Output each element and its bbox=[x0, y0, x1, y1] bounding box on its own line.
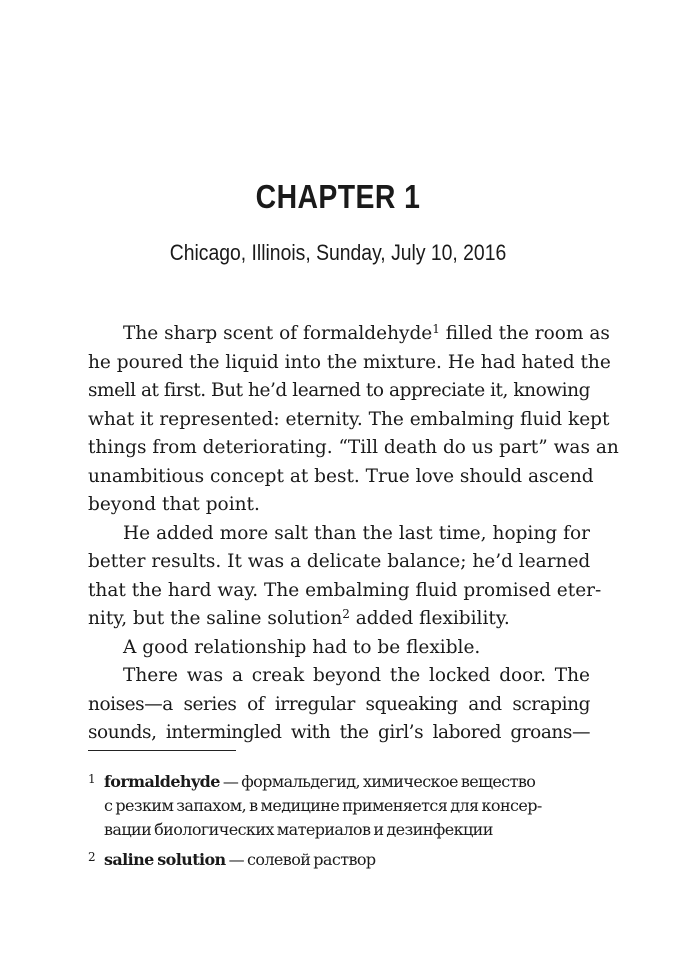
text-line bbox=[88, 605, 590, 634]
text-line: things from deteriorating. “Till death do us part” was an bbox=[88, 437, 619, 458]
footnote-text: — солевой раствор bbox=[225, 850, 376, 869]
text-line: he poured the liquid into the mixture. He had hated the bbox=[88, 351, 611, 373]
text-line bbox=[88, 320, 610, 349]
text-line: unambitious concept at best. True love should ascend bbox=[88, 465, 594, 487]
text-line: better results. It was a delicate balance; he’d learned bbox=[88, 551, 591, 572]
text-line: A good relationship had to be flexible. bbox=[123, 636, 481, 658]
footnote-1 bbox=[88, 770, 598, 842]
footnote-ref-2: 2 bbox=[342, 607, 350, 621]
chapter-body bbox=[88, 320, 619, 748]
footnote-number: 1 bbox=[88, 772, 96, 786]
chapter-title: CHAPTER 1 bbox=[255, 178, 421, 215]
footnote-line: с резким запахом, в медицине применяется для консер- bbox=[104, 796, 542, 815]
footnote-divider bbox=[88, 750, 236, 751]
footnote-text: — формальдегид, химическое вещество bbox=[219, 772, 536, 791]
text-line: sounds, intermingled with the girl’s labored groans— bbox=[88, 722, 590, 743]
text-line: There was a creak beyond the locked door. The bbox=[123, 665, 590, 686]
text-line: what it represented: eternity. The embalming fluid kept bbox=[88, 408, 610, 430]
footnote-line: вации биологических материалов и дезинфекции bbox=[104, 820, 493, 839]
text-line: noises—a series of irregular squeaking and scraping bbox=[88, 693, 590, 715]
footnotes bbox=[88, 770, 598, 872]
footnote-ref-1: 1 bbox=[432, 322, 440, 336]
footnote-2 bbox=[88, 848, 598, 872]
text-line: He added more salt than the last time, hoping for bbox=[123, 522, 590, 544]
text-line: smell at first. But he’d learned to appreciate it, knowing bbox=[88, 380, 590, 401]
text-line: beyond that point. bbox=[88, 494, 260, 515]
footnote-line bbox=[104, 770, 598, 794]
footnote-term: formaldehyde bbox=[104, 772, 220, 791]
chapter-subtitle: Chicago, Illinois, Sunday, July 10, 2016 bbox=[169, 240, 507, 265]
footnote-number: 2 bbox=[88, 850, 96, 864]
text-line: that the hard way. The embalming fluid promised eter- bbox=[88, 579, 602, 601]
text-segment: added flexibility. bbox=[349, 608, 510, 629]
footnote-line bbox=[104, 848, 598, 872]
text-segment: The sharp scent of formaldehyde bbox=[123, 323, 433, 344]
text-segment: nity, but the saline solution bbox=[88, 608, 343, 629]
text-segment: filled the room as bbox=[439, 323, 610, 344]
footnote-term: saline solution bbox=[104, 850, 226, 869]
